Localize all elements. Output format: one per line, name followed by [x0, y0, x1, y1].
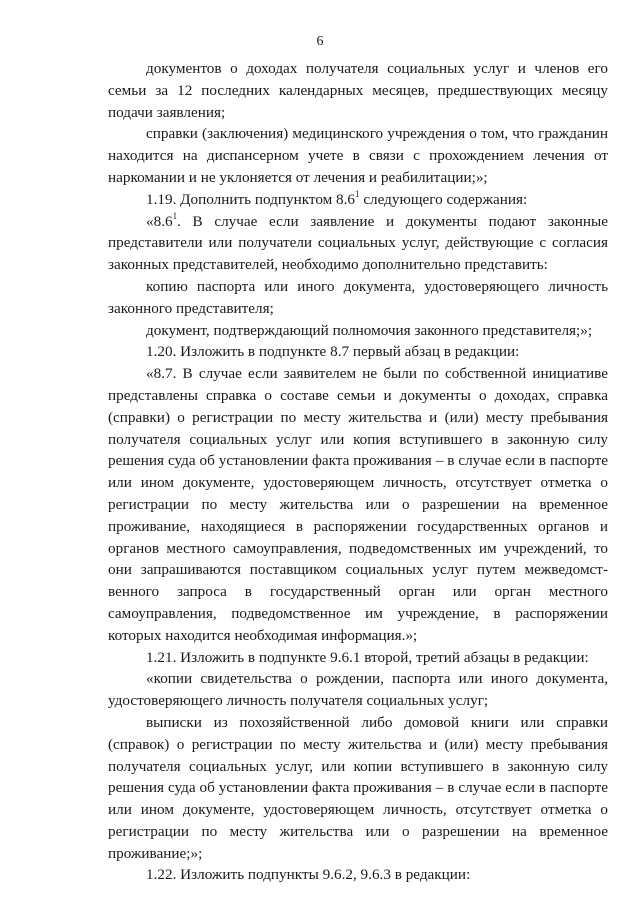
paragraph — [108, 189, 608, 211]
paragraph-text: 1.19. Дополнить подпунктом 8.6 — [146, 190, 356, 208]
paragraph: «8.7. В случае если заявителем не были по собственной инициативе представлены справка о составе семьи и документы о доходах, справка (справки) о регистрации по месту жительства и (или) месту пребывания получателя социальных услуг или копия вступившего в законную силу решения суда об установлении факта проживания – в случае если в паспорте или ином документе, удостоверяющем личность, отсутствует отметка о регистрации по месту жительства или о разрешении на временное проживание, находящиеся в распоряжении государственных органов и органов местного самоуправления, подведомственных им учреждений, то они запрашиваются поставщиком социальных услуг путем межведомст-венного запроса в государственный орган или орган местного самоуправления, подведомственное им учреждение, в распоряжении которых находится необходимая информация.»; — [108, 365, 608, 644]
paragraph: 1.20. Изложить в подпункте 8.7 первый абзац в редакции: — [146, 343, 520, 361]
document-body — [108, 58, 608, 886]
paragraph: документ, подтверждающий полномочия законного представителя;»; — [146, 321, 593, 339]
paragraph-text: следующего содержания: — [359, 190, 528, 208]
paragraph: выписки из похозяйственной либо домовой книги или справки (справок) о регистрации по месту жительства и (или) месту пребывания получателя социальных услуг, или копии вступившего в законную силу решения суда об установлении факта проживания – в случае если в паспорте или ином документе, удостоверяющем личность, отсутствует отметка о регистрации по месту жительства или о разрешении на временное проживание;»; — [108, 713, 608, 862]
page-number: 6 — [316, 34, 324, 49]
paragraph: справки (заключения) медицинского учреждения о том, что гражданин находится на диспансерном учете в связи с прохождением лечения от наркомании и не уклоняется от лечения и реабилитации;»; — [108, 125, 608, 186]
superscript: 1 — [172, 210, 178, 221]
paragraph — [108, 211, 608, 276]
paragraph: 1.21. Изложить в подпункте 9.6.1 второй, третий абзацы в редакции: — [146, 648, 589, 666]
paragraph: копию паспорта или иного документа, удостоверяющего личность законного представителя; — [108, 277, 608, 317]
paragraph: 1.22. Изложить подпункты 9.6.2, 9.6.3 в редакции: — [146, 866, 471, 884]
paragraph-text: . В случае если заявление и документы подают законные представители или получатели социальных услуг, действующие с согласия законных представителей, необходимо дополнительно представить: — [108, 212, 608, 274]
paragraph: «копии свидетельства о рождении, паспорта или иного документа, удостоверяющего личность получателя социальных услуг; — [108, 670, 608, 710]
paragraph-text: «8.6 — [146, 212, 173, 230]
paragraph: документов о доходах получателя социальных услуг и членов его семьи за 12 последних календарных месяцев, предшествующих месяцу подачи заявления; — [108, 60, 608, 121]
superscript: 1 — [355, 188, 360, 199]
